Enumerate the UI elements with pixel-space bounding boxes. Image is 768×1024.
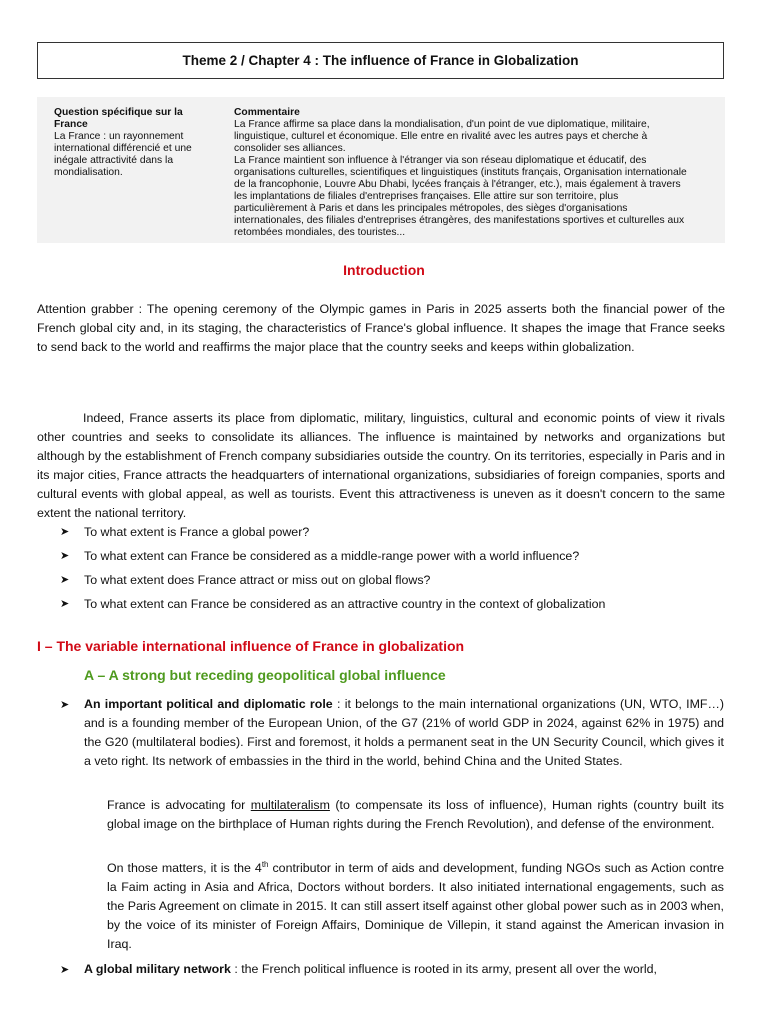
question-item <box>60 595 720 619</box>
program-table <box>37 97 725 243</box>
bullet-body: : it belongs to the main international organizations (UN, WTO, IMF…) and is a founding member of the European Union, of the G7 (21% of world GDP in 2024, against 62% in 1975) and the G20 (multilateral bodies). First and foremost, it holds a permanent seat in the UN Security Council, which gives it a veto right. Its network of embassies in the third in the world, behind China and the United States. <box>84 697 725 768</box>
table-column-comment <box>234 107 694 240</box>
text-span: contributor in term of aids and development, funding NGOs such as Action contre la Faim acting in Asia and Africa, Doctors without borders. It also initiated international engagements, such as the Paris Agreement on climate in 2015. It can still assert itself against other global power such as in 2003 when, by the voice of its minister of Foreign Affairs, Dominique de Villepin, it stand against the American invasion in Iraq. <box>107 861 724 951</box>
question-text: La France : un rayonnement international différencié et une inégale attractivité dans la mondialisation. <box>54 131 192 179</box>
text-span: France is advocating for <box>107 798 251 812</box>
comment-paragraph-2: La France maintient son influence à l'étranger via son réseau diplomatique et éducatif, des organisations culturelles, scientifiques et linguistiques (instituts français, Organisation internationale de la francophonie, Louvre Abu Dhabi, lycées français à l'étranger, etc.), mais également à travers les implantations de filiales d'entreprises françaises. Elle attire sur son territoire, plus particulièrement à Paris et dans les principales métropoles, des sièges d'organisations internationales, des filiales d'entreprises étrangères, des manifestations sportives et culturelles aux retombées mondiales, des touristes... <box>234 155 687 239</box>
arrow-bullet-icon: ➤ <box>60 964 70 976</box>
bullet-title: A global military network <box>84 962 231 976</box>
question-text: To what extent is France a global power? <box>84 525 310 539</box>
arrow-bullet-icon: ➤ <box>60 598 70 610</box>
table-column-question <box>54 107 214 179</box>
question-item <box>60 523 720 547</box>
arrow-bullet-icon: ➤ <box>60 550 70 562</box>
bullet-military-network <box>60 960 724 979</box>
column-header-comment: Commentaire <box>234 107 300 118</box>
text-span: On those matters, it is the 4 <box>107 861 262 875</box>
underlined-term: multilateralism <box>250 798 330 812</box>
arrow-bullet-icon: ➤ <box>60 699 70 711</box>
intro-paragraph-2: Indeed, France asserts its place from diplomatic, military, linguistics, cultural and economic points of view it rivals other countries and seeks to consolidate its alliances. The influence is maintained by networks and organizations but although by the establishment of French company subsidiaries outside the country. On its territories, especially in Paris and in its major cities, France attracts the headquarters of international organizations, subsidiaries of foreign companies, sports and cultural events with global appeal, as well as tourists. Event this attractiveness is uneven as it doesn't concern to the same extent the national territory. <box>37 411 725 520</box>
introduction-heading: Introduction <box>343 262 425 278</box>
superscript: th <box>261 859 269 869</box>
question-item <box>60 571 720 595</box>
question-item <box>60 547 720 571</box>
problematic-questions <box>60 523 720 619</box>
arrow-bullet-icon: ➤ <box>60 574 70 586</box>
text-span: (to compensate its loss of influence), Human rights (country built its global image on the birthplace of Human rights during the French Revolution), and defense of the environment. <box>107 798 724 831</box>
bullet-body: : the French political influence is rooted in its army, present all over the world, <box>230 962 657 976</box>
question-text: To what extent can France be considered as an attractive country in the context of globalization <box>84 597 606 611</box>
comment-paragraph-1: La France affirme sa place dans la mondialisation, d'un point de vue diplomatique, militaire, linguistique, culturel et économique. Elle entre en rivalité avec les autres pays et cherche à consolider ses alliances. <box>234 119 650 155</box>
aid-contributor-paragraph <box>107 859 724 954</box>
multilateralism-paragraph <box>107 796 724 834</box>
arrow-bullet-icon: ➤ <box>60 526 70 538</box>
section-1-heading: I – The variable international influence of France in globalization <box>37 638 465 654</box>
intro-paragraph-1: Attention grabber : The opening ceremony of the Olympic games in Paris in 2025 asserts both the financial power of the French global city and, in its staging, the characteristics of France's global influence. It shapes the image that France seeks to send back to the world and reaffirms the major place that the country seeks and keeps within globalization. <box>37 302 725 354</box>
bullet-title: An important political and diplomatic role <box>84 697 333 711</box>
column-header-question: Question spécifique sur la France <box>54 107 183 131</box>
chapter-title: Theme 2 / Chapter 4 : The influence of France in Globalization <box>37 42 724 79</box>
section-a-heading: A – A strong but receding geopolitical global influence <box>84 667 446 683</box>
question-text: To what extent can France be considered as a middle-range power with a world influence? <box>84 549 580 563</box>
bullet-political-role <box>60 695 724 771</box>
question-text: To what extent does France attract or miss out on global flows? <box>84 573 431 587</box>
